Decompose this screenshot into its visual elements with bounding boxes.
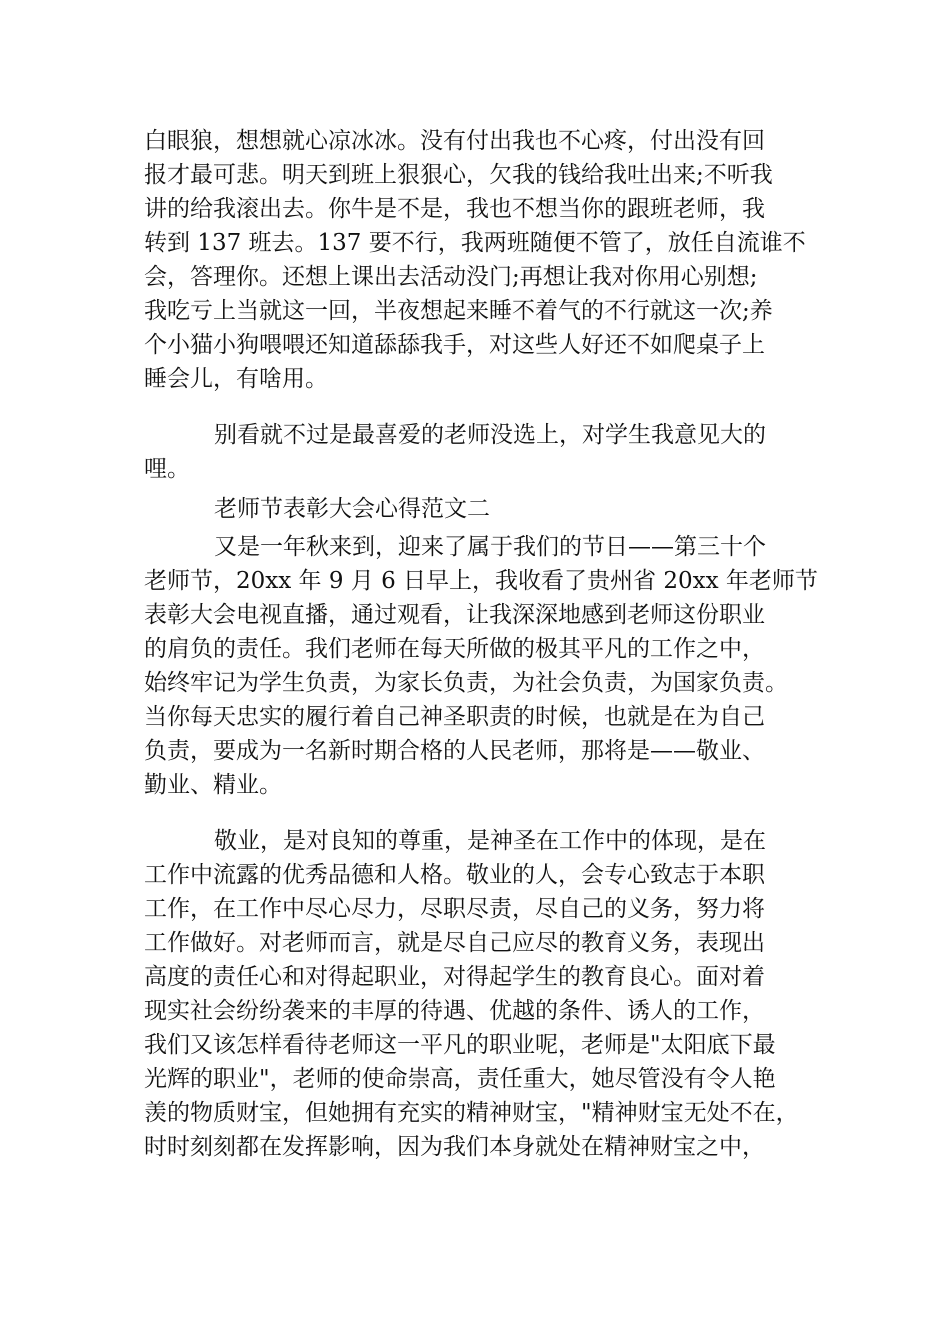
text-line: 现实社会纷纷袭来的丰厚的待遇、优越的条件、诱人的工作， [144, 998, 765, 1024]
text-line: 我们又该怎样看待老师这一平凡的职业呢，老师是"太阳底下最 [144, 1032, 776, 1058]
text-line: 高度的责任心和对得起职业，对得起学生的教育良心。面对着 [144, 964, 765, 990]
text-line: 报才最可悲。明天到班上狠狠心，欠我的钱给我吐出来;不听我 [144, 162, 773, 188]
text-line: 转到 137 班去。137 要不行，我两班随便不管了，放任自流谁不 [144, 230, 806, 256]
text-line: 工作，在工作中尽心尽力，尽职尽责，尽自己的义务，努力将 [144, 896, 765, 922]
paragraph-first-line: 别看就不过是最喜爱的老师没选上，对学生我意见大的 [214, 422, 766, 448]
text-line: 白眼狼，想想就心凉冰冰。没有付出我也不心疼，付出没有回 [144, 128, 765, 154]
text-line: 会，答理你。还想上课出去活动没门;再想让我对你用心别想; [144, 264, 758, 290]
text-line: 讲的给我滚出去。你牛是不是，我也不想当你的跟班老师，我 [144, 196, 765, 222]
text-line: 的肩负的责任。我们老师在每天所做的极其平凡的工作之中， [144, 636, 765, 662]
text-line: 老师节，20xx 年 9 月 6 日早上，我收看了贵州省 20xx 年老师节 [144, 568, 818, 594]
text-line: 哩。 [144, 456, 190, 482]
text-line: 始终牢记为学生负责，为家长负责，为社会负责，为国家负责。 [144, 670, 788, 696]
text-line: 光辉的职业"，老师的使命崇高，责任重大，她尽管没有令人艳 [144, 1066, 776, 1092]
text-line: 勤业、精业。 [144, 772, 282, 798]
text-line: 工作做好。对老师而言，就是尽自己应尽的教育义务，表现出 [144, 930, 765, 956]
text-line: 负责，要成为一名新时期合格的人民老师，那将是——敬业、 [144, 738, 765, 764]
text-line: 睡会儿，有啥用。 [144, 366, 328, 392]
section-heading: 老师节表彰大会心得范文二 [214, 496, 490, 522]
text-line: 羡的物质财宝，但她拥有充实的精神财宝，"精神财宝无处不在， [144, 1100, 799, 1126]
text-line: 我吃亏上当就这一回，半夜想起来睡不着气的不行就这一次;养 [144, 298, 773, 324]
paragraph-first-line: 又是一年秋来到，迎来了属于我们的节日——第三十个 [214, 534, 766, 560]
text-line: 时时刻刻都在发挥影响，因为我们本身就处在精神财宝之中， [144, 1134, 765, 1160]
paragraph-first-line: 敬业，是对良知的尊重，是神圣在工作中的体现，是在 [214, 828, 766, 854]
text-line: 表彰大会电视直播，通过观看，让我深深地感到老师这份职业 [144, 602, 765, 628]
text-line: 个小猫小狗喂喂还知道舔舔我手，对这些人好还不如爬桌子上 [144, 332, 765, 358]
text-line: 工作中流露的优秀品德和人格。敬业的人，会专心致志于本职 [144, 862, 765, 888]
text-line: 当你每天忠实的履行着自己神圣职责的时候，也就是在为自己 [144, 704, 765, 730]
